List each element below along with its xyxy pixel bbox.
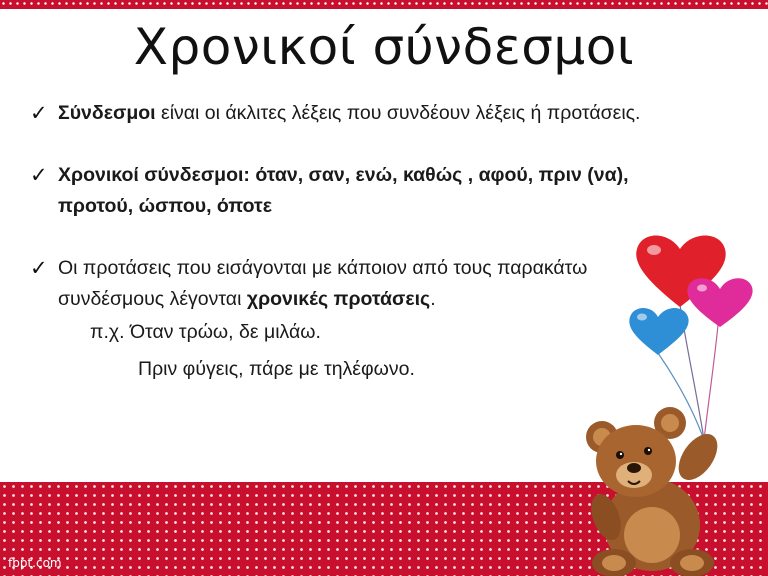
bullet-item-conjunctions (30, 160, 650, 222)
bullet-list (30, 98, 650, 385)
balloon-string (704, 325, 718, 440)
bullet-bold-lead: Σύνδεσμοι (58, 102, 156, 124)
pink-heart-balloon (687, 278, 752, 327)
bullet-bold-tail: χρονικές προτάσεις (246, 288, 431, 310)
slide-title: Χρονικοί σύνδεσμοι (133, 18, 635, 76)
blue-heart-balloon (629, 308, 688, 355)
checkmark-icon: ✓ (30, 163, 48, 187)
checkmark-icon: ✓ (30, 256, 48, 280)
bullet-item-definition (30, 98, 650, 129)
example-line: Πριν φύγεις, πάρε με τηλέφωνο. (138, 358, 415, 380)
example-line: π.χ. Όταν τρώω, δε μιλάω. (90, 321, 321, 343)
bullet-tail-end: . (430, 288, 436, 310)
bullet-text: Οι προτάσεις που εισάγονται με κάποιον από τους παρακάτω συνδέσμους λέγονται (58, 257, 588, 310)
top-dotted-band (0, 0, 768, 9)
teddy-bear (586, 407, 726, 576)
bullet-text: είναι οι άκλιτες λέξεις που συνδέουν λέξεις ή προτάσεις. (155, 102, 641, 124)
bullet-text: Χρονικοί σύνδεσμοι: όταν, σαν, ενώ, καθώς , αφού, πριν (να), προτού, ώσπου, όποτε (58, 164, 629, 217)
footer-watermark: fppt.com (8, 556, 62, 570)
checkmark-icon: ✓ (30, 101, 48, 125)
bullet-item-clauses (30, 253, 650, 315)
teddy-bear-balloons-illustration (580, 225, 768, 576)
